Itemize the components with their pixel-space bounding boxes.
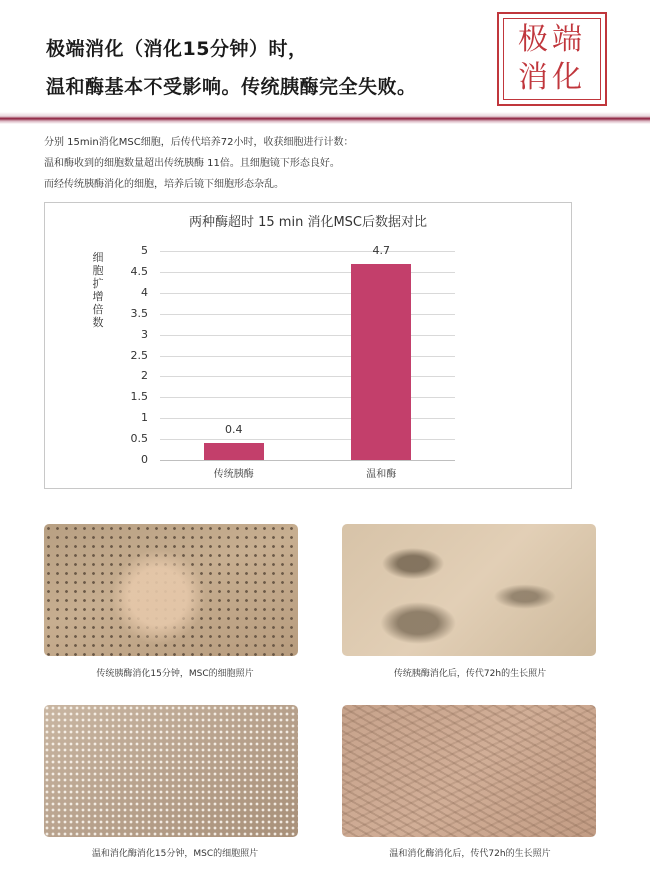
intro-line-1: 分别 15min消化MSC细胞，后传代培养72小时，收获细胞进行计数：: [44, 137, 354, 148]
photo-trypsin-72h: [342, 524, 596, 656]
data-label: 0.4: [225, 423, 243, 437]
y-tick-label: 4: [141, 285, 148, 299]
photo-caption-1: 传统胰酶消化15分钟，MSC的细胞照片: [96, 669, 254, 679]
seal-text-1: 极端: [518, 22, 586, 57]
y-tick-label: 2: [141, 369, 148, 383]
headline-line-1: 极端消化（消化15分钟）时，: [46, 38, 308, 60]
photo-trypsin-15min: [44, 524, 298, 656]
intro-line-2: 温和酶收到的细胞数量超出传统胰酶 11倍。且细胞镜下形态良好。: [44, 158, 340, 169]
x-tick-label: 温和酶: [366, 469, 397, 480]
intro-line-3: 而经传统胰酶消化的细胞，培养后镜下细胞形态杂乱。: [44, 179, 284, 190]
x-tick-label: 传统胰酶: [213, 469, 254, 480]
y-tick-label: 3.5: [130, 306, 148, 320]
header-divider: [0, 112, 650, 124]
headline-line-2: 温和酶基本不受影响。传统胰酶完全失败。: [46, 76, 417, 98]
photo-gentle-15min: [44, 705, 298, 837]
bar-chart: [44, 202, 572, 489]
data-label: 4.7: [372, 243, 390, 257]
intro-text: [44, 132, 604, 195]
bar-2: [351, 264, 411, 460]
photo-gentle-72h: [342, 705, 596, 837]
y-tick-label: 2.5: [130, 348, 148, 362]
seal-text-2: 消化: [518, 60, 586, 95]
y-tick-label: 0: [141, 453, 148, 466]
y-tick-label: 4.5: [130, 264, 148, 278]
chart-title: 两种酶超时 15 min 消化MSC后数据对比: [189, 215, 427, 230]
y-tick-label: 5: [141, 244, 148, 257]
y-tick-label: 1: [141, 411, 148, 425]
seal-stamp: [497, 12, 607, 106]
y-tick-label: 3: [141, 327, 148, 341]
photo-caption-3: 温和消化酶消化15分钟，MSC的细胞照片: [91, 849, 259, 859]
headline: [46, 30, 486, 106]
gridline: [160, 460, 455, 461]
seal-inner: [503, 18, 601, 100]
photo-caption-2: 传统胰酶消化后，传代72h的生长照片: [393, 669, 547, 679]
y-axis-label: 细胞扩增倍数: [92, 251, 104, 329]
y-tick-label: 0.5: [130, 432, 148, 446]
y-tick-label: 1.5: [130, 390, 148, 404]
photo-caption-4: 温和消化酶消化后，传代72h的生长照片: [389, 849, 551, 859]
bar-1: [204, 443, 264, 460]
